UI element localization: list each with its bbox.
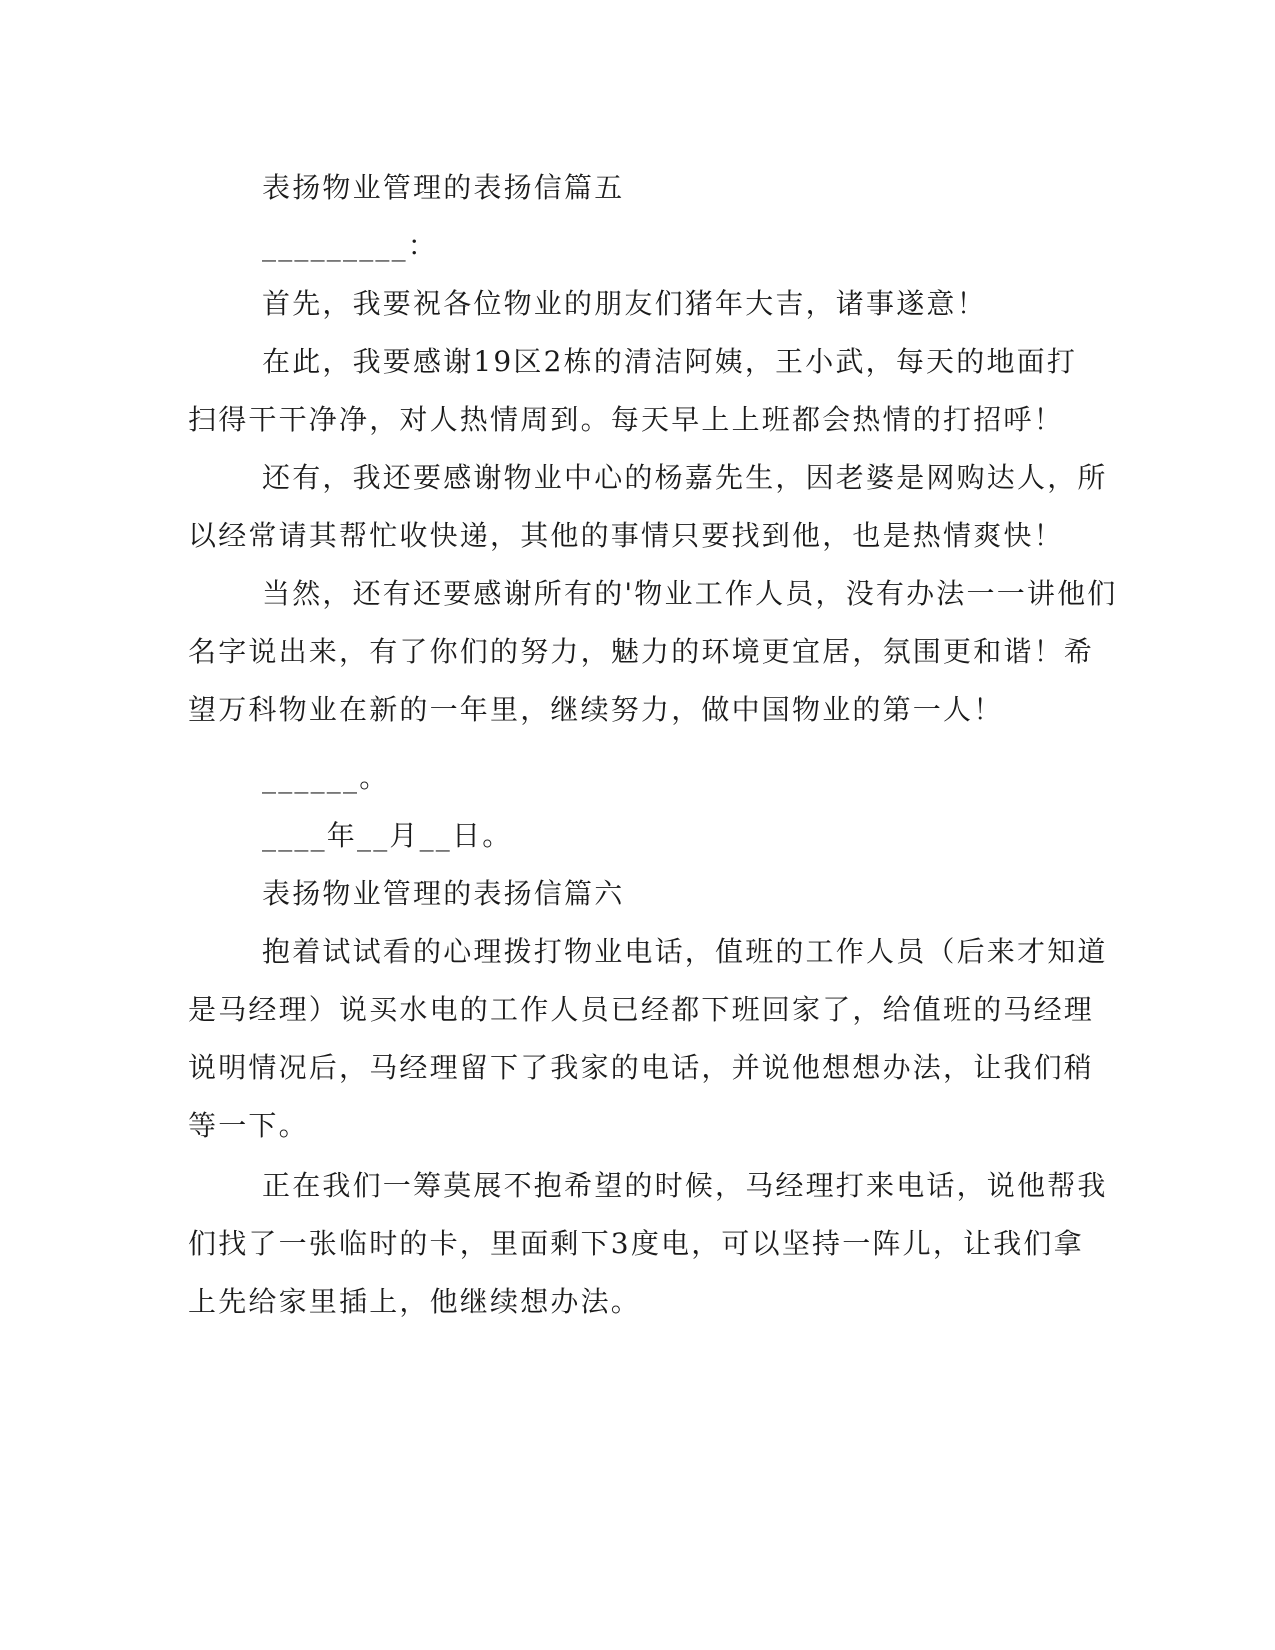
paragraph-line: 首先，我要祝各位物业的朋友们猪年大吉，诸事遂意！ [262,287,987,320]
paragraph-line: 上先给家里插上，他继续想办法。 [188,1285,642,1318]
signature-blank: ______。 [262,761,390,794]
paragraph-line: 正在我们一筹莫展不抱希望的时候，马经理打来电话，说他帮我 [262,1169,1108,1202]
date-blank: ____年__月__日。 [262,819,513,852]
paragraph-line: 说明情况后，马经理留下了我家的电话，并说他想想办法，让我们稍 [188,1051,1095,1084]
paragraph-line: 望万科物业在新的一年里，继续努力，做中国物业的第一人！ [188,693,1004,726]
paragraph-line: 名字说出来，有了你们的努力，魅力的环境更宜居，氛围更和谐！希 [188,635,1095,668]
paragraph-line: 还有，我还要感谢物业中心的杨嘉先生，因老婆是网购达人，所 [262,461,1108,494]
paragraph-line: 当然，还有还要感谢所有的'物业工作人员，没有办法一一讲他们 [262,577,1118,610]
section-title-6: 表扬物业管理的表扬信篇六 [262,877,625,910]
paragraph-line: 是马经理）说买水电的工作人员已经都下班回家了，给值班的马经理 [188,993,1095,1026]
paragraph-line: 们找了一张临时的卡，里面剩下3度电，可以坚持一阵儿，让我们拿 [188,1227,1084,1260]
paragraph-line: 抱着试试看的心理拨打物业电话，值班的工作人员（后来才知道 [262,935,1108,968]
paragraph-line: 以经常请其帮忙收快递，其他的事情只要找到他，也是热情爽快！ [188,519,1064,552]
paragraph-line: 等一下。 [188,1109,309,1142]
salutation-blank: _________： [262,229,439,262]
paragraph-line: 在此，我要感谢19区2栋的清洁阿姨，王小武，每天的地面打 [262,345,1078,378]
paragraph-line: 扫得干干净净，对人热情周到。每天早上上班都会热情的打招呼！ [188,403,1064,436]
section-title-5: 表扬物业管理的表扬信篇五 [262,171,625,204]
